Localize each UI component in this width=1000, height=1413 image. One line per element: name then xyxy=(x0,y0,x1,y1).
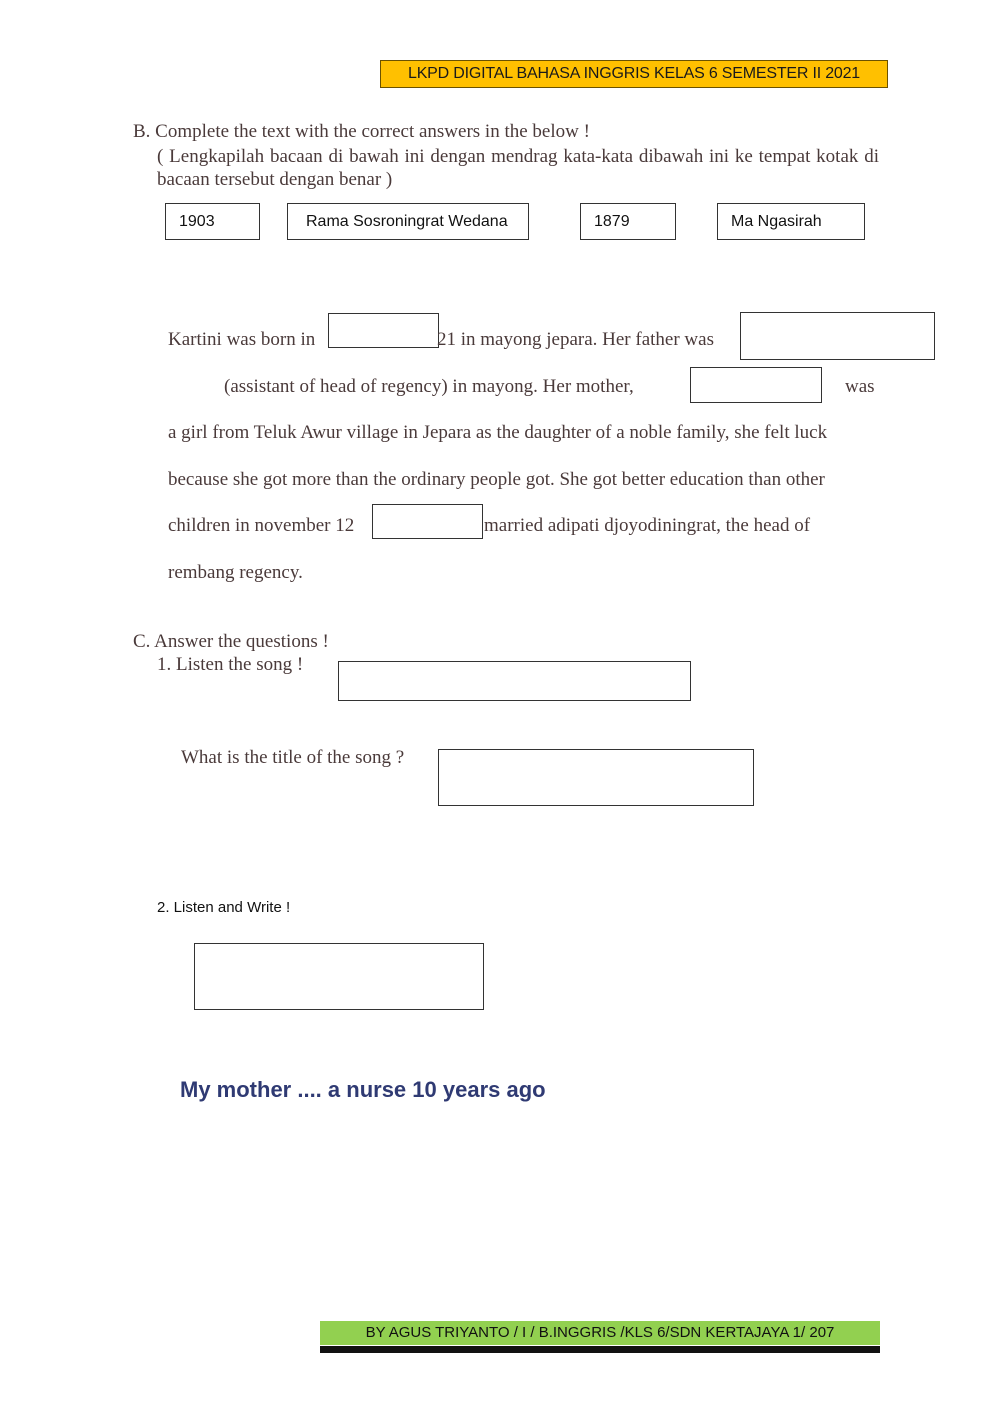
drop-slot-mother-name[interactable] xyxy=(690,367,822,403)
song-title-answer-input[interactable] xyxy=(438,749,754,806)
drop-slot-birth-year[interactable] xyxy=(328,313,439,348)
footer-rule xyxy=(320,1346,880,1353)
passage-line-5b: married adipati djoyodiningrat, the head of xyxy=(484,515,811,536)
word-chip-label: 1903 xyxy=(179,213,215,230)
word-chip-label: Rama Sosroningrat Wedana xyxy=(306,213,508,230)
song-audio-player[interactable] xyxy=(338,661,691,701)
passage-line-4: because she got more than the ordinary people got. She got better education than other xyxy=(168,469,825,490)
question-2-label: 2. Listen and Write ! xyxy=(157,899,291,916)
question-2-sentence: My mother .... a nurse 10 years ago xyxy=(180,1077,546,1102)
drop-slot-father-name[interactable] xyxy=(740,312,935,360)
section-b-title: B. Complete the text with the correct answers in the below ! xyxy=(133,121,590,142)
word-chip-label: Ma Ngasirah xyxy=(731,213,822,230)
word-chip-label: 1879 xyxy=(594,213,630,230)
passage-line-3: a girl from Teluk Awur village in Jepara as the daughter of a noble family, she felt luck xyxy=(168,422,828,443)
passage-line-5a: children in november 12 xyxy=(168,515,355,536)
word-chip-rama-sosroningrat[interactable] xyxy=(287,203,529,240)
passage-line-1b: 21 in mayong jepara. Her father was xyxy=(437,329,714,350)
passage-line-1a: Kartini was born in xyxy=(168,329,316,350)
passage-line-6: rembang regency. xyxy=(168,562,303,583)
footer-credit-banner: BY AGUS TRIYANTO / I / B.INGGRIS /KLS 6/SDN KERTAJAYA 1/ 207 xyxy=(320,1321,880,1345)
word-chip-ma-ngasirah[interactable] xyxy=(717,203,865,240)
section-c-title: C. Answer the questions ! xyxy=(133,631,329,652)
section-b-instruction: ( Lengkapilah bacaan di bawah ini dengan mendrag kata-kata dibawah ini ke tempat kotak di bacaan tersebut dengan benar ) xyxy=(157,146,879,190)
passage-line-2b: was xyxy=(845,376,875,397)
worksheet-title-banner: LKPD DIGITAL BAHASA INGGRIS KELAS 6 SEMESTER II 2021 xyxy=(380,60,888,88)
listen-audio-player[interactable] xyxy=(194,943,484,1010)
drop-slot-marriage-year[interactable] xyxy=(372,504,483,539)
word-chip-1879[interactable] xyxy=(580,203,676,240)
question-1-label: 1. Listen the song ! xyxy=(157,654,304,675)
word-chip-1903[interactable] xyxy=(165,203,260,240)
question-1-prompt: What is the title of the song ? xyxy=(181,747,405,768)
passage-line-2a: (assistant of head of regency) in mayong. Her mother, xyxy=(224,376,634,397)
